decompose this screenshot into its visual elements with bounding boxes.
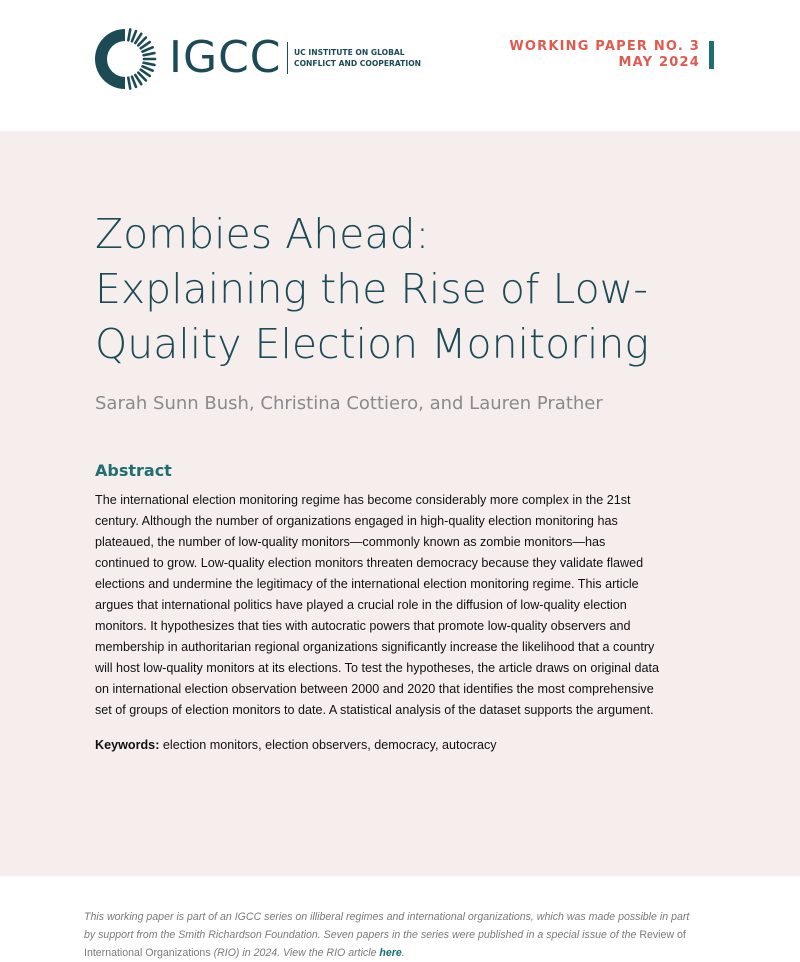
igcc-logo-icon [92,26,158,92]
logo-divider [287,42,288,74]
abstract-line: century. Although the number of organizations engaged in high-quality election monitoring has [95,514,618,528]
abstract-heading: Abstract [95,461,172,480]
series-note-line [84,926,724,944]
keywords-list: election monitors, election observers, democracy, autocracy [159,738,497,752]
logo-ray [144,63,155,65]
series-note-text: . [401,947,405,959]
logo-ray [132,31,136,41]
org-name-line2: CONFLICT AND COOPERATION [294,59,421,68]
abstract-line: monitors. It hypothesizes that ties with autocratic powers that promote low-quality observers and [95,619,631,633]
keywords [95,735,497,756]
abstract-line: elections and undermine the legitimacy of the international election monitoring regime. This article [95,577,639,591]
logo-ray [128,29,130,40]
journal-name-part: Review of [639,929,686,941]
paper-title [95,207,735,372]
abstract-line: on international election observation between 2000 and 2020 that identifies the most comprehensive [95,682,654,696]
series-note-text: by support from the Smith Richardson Foundation. Seven papers in the series were published in a special issue of the [84,929,640,941]
series-note [84,908,724,962]
abstract-line: The international election monitoring regime has become considerably more complex in the 21st [95,493,631,507]
abstract-line: continued to grow. Low-quality election monitors threaten democracy because they validate flawed [95,556,644,570]
abstract-text [95,490,707,721]
rio-article-link[interactable]: here [379,947,402,959]
abstract-line: set of groups of election monitors to date. A statistical analysis of the dataset supports the argument. [95,703,654,717]
page-header [0,0,800,131]
working-paper-number: WORKING PAPER NO. 3 [509,39,700,54]
series-note-line [84,944,724,962]
title-line: Explaining the Rise of Low- [95,265,648,313]
journal-name-part: International Organizations [84,947,211,959]
logo-ray [128,78,130,89]
abstract-line: membership in authoritarian regional organizations significantly increase the likelihood that a country [95,640,655,654]
org-name-line1: UC INSTITUTE ON GLOBAL [294,48,405,57]
org-name [294,47,421,69]
accent-bar [709,41,714,69]
logo-ray [144,53,155,55]
keywords-label: Keywords: [95,738,160,752]
logo-wordmark: IGCC [169,32,282,83]
logo-ray [143,47,153,51]
title-line: Zombies Ahead: [95,210,430,258]
abstract-line: argues that international politics have played a crucial role in the diffusion of low-quality election [95,598,627,612]
abstract-line: will host low-quality monitors at its elections. To test the hypotheses, the article draws on original data [95,661,659,675]
abstract-line: plateaued, the number of low-quality monitors—commonly known as zombie monitors—has [95,535,606,549]
series-note-line: This working paper is part of an IGCC series on illiberal regimes and international organizations, which was made possible in part [84,911,690,923]
publication-date: MAY 2024 [618,55,700,70]
logo-ray [132,77,136,87]
series-note-text: (RIO) in 2024. View the RIO article [210,947,380,959]
logo-ray [143,66,153,70]
title-line: Quality Election Monitoring [95,320,650,368]
working-paper-info [509,39,700,71]
title-panel [0,131,800,876]
paper-authors: Sarah Sunn Bush, Christina Cottiero, and Lauren Prather [95,393,603,414]
